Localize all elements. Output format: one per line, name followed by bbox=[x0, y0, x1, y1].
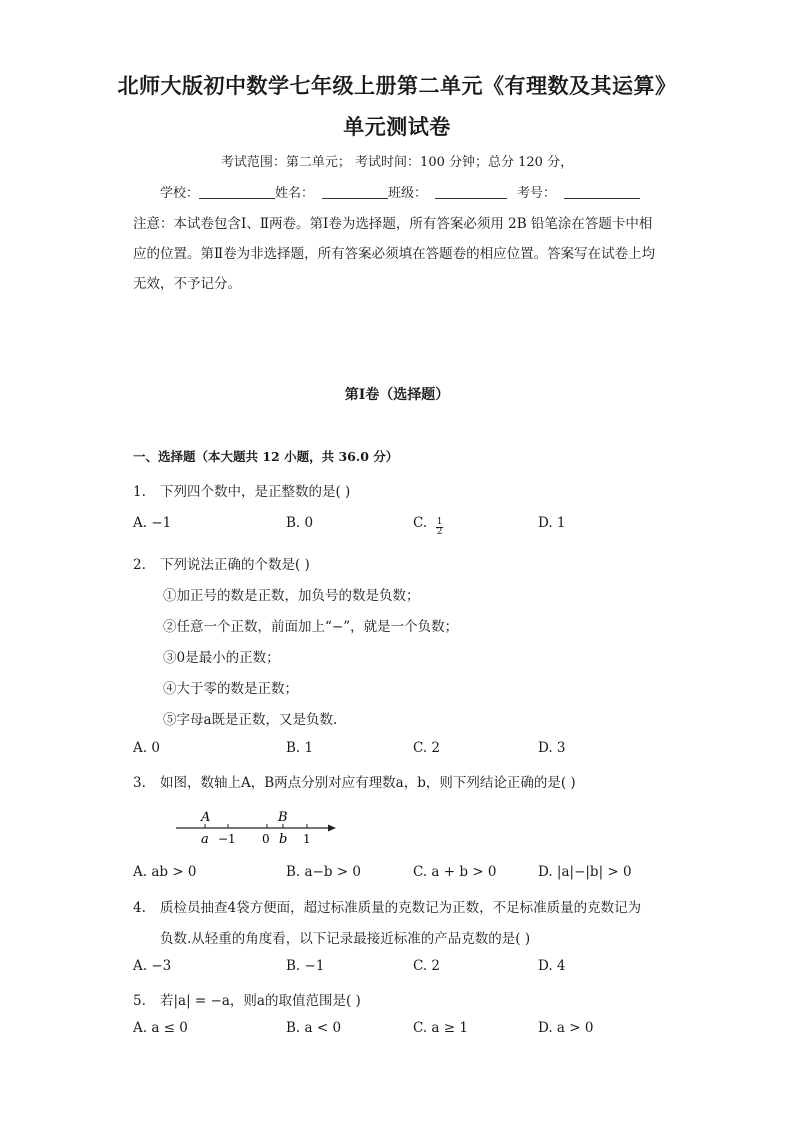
question-4 bbox=[133, 896, 641, 916]
value-b-label: b bbox=[279, 832, 288, 847]
school-label: 学校： bbox=[160, 186, 200, 201]
point-a-label: A bbox=[201, 810, 211, 825]
question-number: 4. bbox=[133, 900, 146, 916]
school-blank bbox=[199, 185, 275, 199]
class-label: 班级： bbox=[388, 186, 428, 201]
question-number: 2. bbox=[133, 557, 146, 573]
question-number: 3. bbox=[133, 775, 146, 791]
option-d[interactable]: D. 4 bbox=[538, 958, 566, 974]
option-b[interactable]: B. −1 bbox=[286, 958, 325, 974]
question-4-stem-cont: 负数.从轻重的角度看，以下记录最接近标准的产品克数的是( ) bbox=[160, 931, 531, 947]
option-a[interactable]: A. ab > 0 bbox=[133, 864, 197, 880]
question-5-options bbox=[133, 1020, 673, 1040]
option-d[interactable]: D. 1 bbox=[538, 515, 566, 531]
option-c[interactable]: C. $\frac{1}{2}$ bbox=[413, 515, 443, 537]
name-blank bbox=[322, 185, 388, 199]
option-b[interactable]: B. 0 bbox=[286, 515, 314, 531]
point-b-label: B bbox=[278, 810, 288, 825]
statement-1: ①加正号的数是正数，加负号的数是负数； bbox=[163, 588, 420, 604]
exam-info: 考试范围：第二单元； 考试时间：100 分钟；总分 120 分， bbox=[220, 155, 574, 170]
option-d[interactable]: D. |a|−|b| > 0 bbox=[538, 864, 632, 880]
id-blank bbox=[564, 185, 640, 199]
exam-note: 注意：本试卷包含Ⅰ、Ⅱ两卷。第Ⅰ卷为选择题，所有答案必须用 2B 铅笔涂在答题卡中相应的位置。第Ⅱ卷为非选择题，所有答案必须填在答题卷的相应位置。答案写在试卷上均无效，不予记分。 bbox=[133, 216, 656, 292]
exam-subtitle: 单元测试卷 bbox=[343, 114, 451, 139]
id-label: 考号： bbox=[517, 186, 557, 201]
arrow-icon bbox=[328, 825, 336, 832]
statement-5: ⑤字母a既是正数，又是负数. bbox=[163, 712, 338, 728]
section-title: 第Ⅰ卷（选择题） bbox=[344, 387, 450, 403]
question-2-options bbox=[133, 740, 673, 760]
question-stem: 如图，数轴上A，B两点分别对应有理数a，b，则下列结论正确的是( ) bbox=[160, 775, 576, 791]
question-1 bbox=[133, 480, 350, 500]
statement-4: ④大于零的数是正数； bbox=[163, 681, 298, 697]
fraction: $\frac{1}{2}$ bbox=[436, 517, 443, 537]
option-c[interactable]: C. a + b > 0 bbox=[413, 864, 497, 880]
part-title: 一、选择题（本大题共 12 小题，共 36.0 分） bbox=[133, 449, 399, 464]
question-stem: 质检员抽查4袋方便面，超过标准质量的克数记为正数，不足标准质量的克数记为 bbox=[160, 900, 642, 916]
one-label: 1 bbox=[303, 832, 311, 846]
option-a[interactable]: A. −3 bbox=[133, 958, 172, 974]
question-stem: 下列四个数中，是正整数的是( ) bbox=[160, 484, 351, 500]
minus-one-label: −1 bbox=[218, 832, 236, 846]
exam-title: 北师大版初中数学七年级上册第二单元《有理数及其运算》 bbox=[117, 73, 677, 98]
student-info-row bbox=[160, 182, 640, 201]
question-stem: 若|a| = −a，则a的取值范围是( ) bbox=[160, 993, 361, 1009]
option-a[interactable]: A. 0 bbox=[133, 740, 160, 756]
question-3 bbox=[133, 771, 576, 791]
name-label: 姓名： bbox=[275, 186, 315, 201]
question-number: 1. bbox=[133, 484, 146, 500]
question-stem: 下列说法正确的个数是( ) bbox=[160, 557, 310, 573]
option-c[interactable]: C. a ≥ 1 bbox=[413, 1020, 468, 1036]
statement-3: ③0是最小的正数； bbox=[163, 650, 280, 666]
option-a[interactable]: A. −1 bbox=[133, 515, 172, 531]
option-c[interactable]: C. 2 bbox=[413, 958, 441, 974]
question-3-options bbox=[133, 864, 673, 884]
class-blank bbox=[435, 185, 507, 199]
option-a[interactable]: A. a ≤ 0 bbox=[133, 1020, 188, 1036]
option-d[interactable]: D. 3 bbox=[538, 740, 566, 756]
option-b[interactable]: B. a−b > 0 bbox=[286, 864, 361, 880]
option-d[interactable]: D. a > 0 bbox=[538, 1020, 594, 1036]
option-b[interactable]: B. a < 0 bbox=[286, 1020, 342, 1036]
question-number: 5. bbox=[133, 993, 146, 1009]
number-line-figure bbox=[170, 803, 340, 849]
option-b[interactable]: B. 1 bbox=[286, 740, 314, 756]
value-a-label: a bbox=[201, 832, 209, 847]
zero-label: 0 bbox=[262, 832, 270, 846]
statement-2: ②任意一个正数，前面加上“−”，就是一个负数； bbox=[163, 619, 459, 635]
question-2 bbox=[133, 553, 310, 573]
question-4-options bbox=[133, 958, 673, 978]
question-5 bbox=[133, 989, 361, 1009]
question-1-options bbox=[133, 515, 673, 535]
option-c[interactable]: C. 2 bbox=[413, 740, 441, 756]
